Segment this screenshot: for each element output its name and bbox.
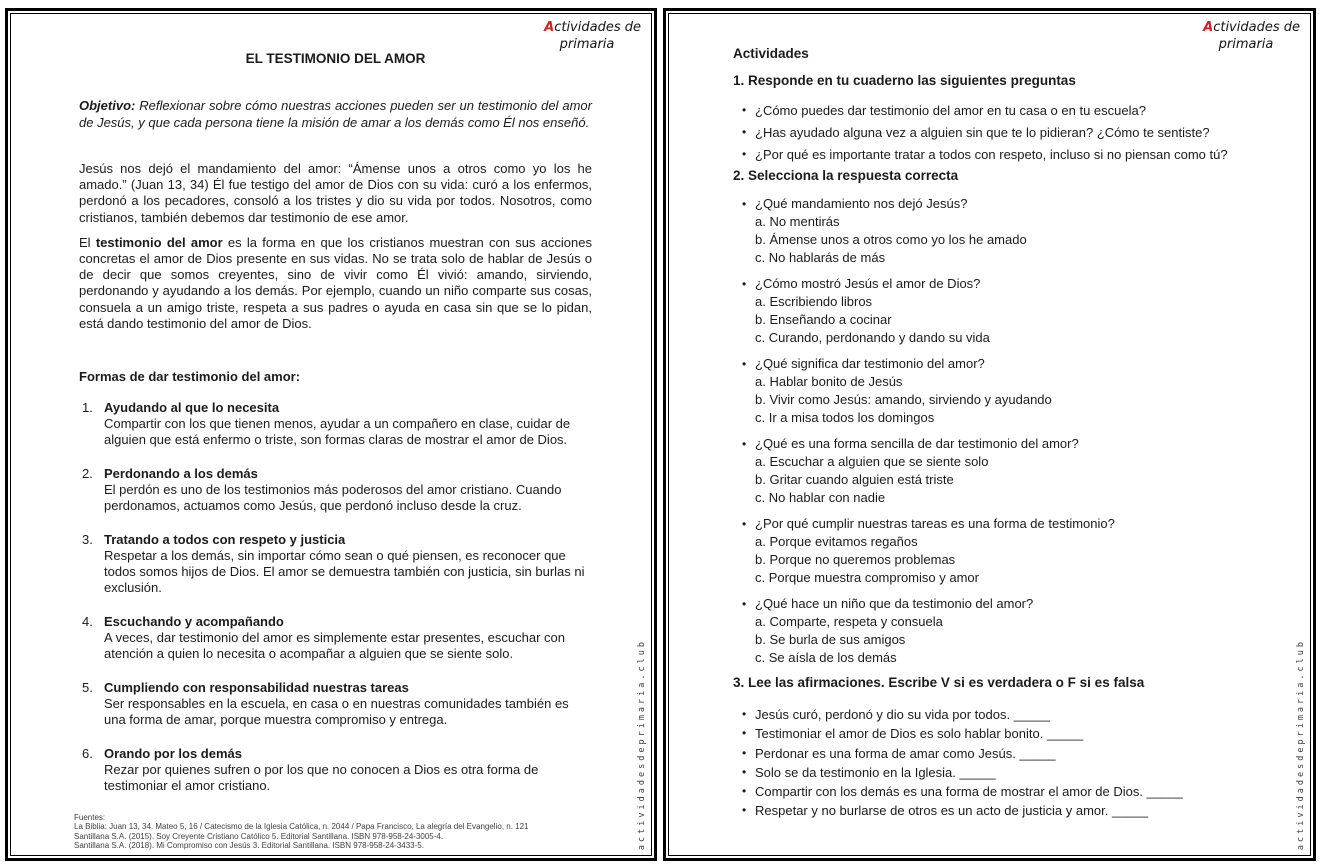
- source-line: Santillana S.A. (2015). Soy Creyente Cristiano Católico 5. Editorial Santillana. ISBN 978-958-24-3005-4.: [74, 831, 444, 841]
- option-a: a. Comparte, respeta y consuela: [755, 614, 943, 629]
- bullet-icon: •: [742, 437, 747, 451]
- list-item-body: A veces, dar testimonio del amor es simplemente estar presentes, escuchar con atención a quien lo necesita o acompañar a alguien que se siente solo.: [104, 630, 565, 662]
- page-title: EL TESTIMONIO DEL AMOR: [245, 51, 426, 66]
- statement-text: Testimoniar el amor de Dios es solo hablar bonito. _____: [755, 726, 1084, 742]
- list-item-title: Ayudando al que lo necesita: [104, 400, 280, 416]
- list-item-number: 2.: [82, 466, 93, 482]
- list-item-body: Ser responsables en la escuela, en casa o en nuestras comunidades también es una forma de amar, porque muestra compromiso y entrega.: [104, 696, 569, 728]
- option-a: a. Porque evitamos regaños: [755, 534, 918, 549]
- option-c: c. Curando, perdonando y dando su vida: [755, 330, 990, 345]
- question-block: [733, 275, 1275, 347]
- paragraph2-post: es la forma en que los cristianos muestran con sus acciones concretas el amor de Dios presente en sus vidas. No se trata solo de hablar de Jesús o de decir que somos creyentes, sino de vivir como Él vivió: amando, sirviendo, perdonando y ayudando a los demás. Por ejemplo, cuando un niño comparte sus cosas, consuela a un amigo triste, respeta a sus padres o ayuda en casa sin que se lo pidan, está dando testimonio del amor de Dios.: [79, 234, 592, 331]
- statement-text: Perdonar es una forma de amar como Jesús. _____: [755, 745, 1056, 761]
- list-item-title: Perdonando a los demás: [104, 466, 258, 482]
- bullet-icon: •: [742, 357, 747, 371]
- left-page-content: [79, 11, 592, 812]
- list-item-number: 5.: [82, 680, 93, 696]
- list-item: [79, 466, 592, 514]
- list-item: [733, 705, 1275, 724]
- list-item-body: Compartir con los que tienen menos, ayudar a un compañero en clase, cuidar de alguien que está enfermo o triste, son formas claras de mostrar el amor de Dios.: [104, 416, 571, 448]
- brand-logo: [533, 19, 641, 53]
- objective-text: Reflexionar sobre cómo nuestras acciones pueden ser un testimonio del amor de Jesús, y que cada persona tiene la misión de amar a los demás como Él nos enseñó.: [79, 98, 592, 130]
- question-text: ¿Qué es una forma sencilla de dar testimonio del amor?: [755, 436, 1079, 451]
- section3-title: 3. Lee las afirmaciones. Escribe V si es verdadera o F si es falsa: [733, 675, 1145, 690]
- page-left: [5, 8, 657, 861]
- question-text: ¿Cómo puedes dar testimonio del amor en tu casa o en tu escuela?: [755, 103, 1146, 118]
- question-text: ¿Qué hace un niño que da testimonio del amor?: [755, 596, 1034, 611]
- list-item-title: Orando por los demás: [104, 746, 242, 762]
- site-url-vertical: actividadesdeprimaria.club: [637, 638, 647, 850]
- list-item: [79, 400, 592, 448]
- question-block: [733, 355, 1275, 427]
- bullet-icon: •: [742, 597, 747, 611]
- bullet-icon: •: [742, 707, 747, 721]
- section2-question-list: [733, 195, 1275, 667]
- option-b: b. Enseñando a cocinar: [755, 312, 892, 327]
- question-block: [733, 515, 1275, 587]
- statement-text: Jesús curó, perdonó y dio su vida por todos. _____: [755, 707, 1050, 722]
- bullet-icon: •: [742, 784, 747, 799]
- bullet-icon: •: [742, 764, 747, 779]
- option-c: c. Se aísla de los demás: [755, 650, 897, 665]
- statement-text: Solo se da testimonio en la Iglesia. _____: [755, 764, 996, 780]
- list-item: [79, 532, 592, 596]
- question-block: [733, 435, 1275, 507]
- option-b: b. Porque no queremos problemas: [755, 552, 956, 567]
- section1-bullet-list: [733, 102, 1275, 163]
- list-item-body: El perdón es uno de los testimonios más poderosos del amor cristiano. Cuando perdonamos, actuamos como Jesús, que perdonó incluso desde la cruz.: [104, 482, 562, 514]
- source-line: Santillana S.A. (2018). Mi Compromiso con Jesús 3. Editorial Santillana. ISBN 978-958-24-3433-5.: [74, 841, 424, 851]
- list-item-body: Respetar a los demás, sin importar cómo sean o qué piensen, es reconocer que todos somos hijos de Dios. El amor se demuestra también con justicia, sin burlas ni exclusión.: [104, 548, 585, 596]
- objective-paragraph: [79, 98, 592, 131]
- list-item: [733, 124, 1275, 141]
- source-line: La Biblia: Juan 13, 34. Mateo 5, 16 / Catecismo de la Iglesia Católica, n. 2044 / Papa Francisco, La alegría del Evangelio, n. 121: [74, 822, 529, 832]
- brand-logo: [1192, 19, 1300, 53]
- option-c: c. No hablar con nadie: [755, 490, 886, 505]
- list-item: [733, 146, 1275, 163]
- option-a: a. Escuchar a alguien que se siente solo: [755, 454, 989, 469]
- brand-accent-letter: A: [1203, 20, 1214, 35]
- bullet-icon: •: [742, 147, 747, 161]
- brand-line1: [1192, 19, 1300, 36]
- question-text: ¿Has ayudado alguna vez a alguien sin que te lo pidieran? ¿Cómo te sentiste?: [755, 125, 1210, 140]
- list-item: [79, 614, 592, 662]
- intro-paragraph-1: Jesús nos dejó el mandamiento del amor: “Ámense unos a otros como yo los he amado.” (Juan 13, 34) Él fue testigo del amor de Dios con su vida: curó a los enfermos, perdonó a los pecadores, consoló a los tristes y dio su vida por todos. Nosotros, como cristianos, también debemos dar testimonio de ese amor.: [79, 161, 592, 225]
- page-right: [663, 8, 1316, 861]
- option-b: b. Ámense unos a otros como yo los he amado: [755, 232, 1027, 247]
- option-b: b. Gritar cuando alguien está triste: [755, 472, 954, 487]
- brand-line1-rest: ctividades de: [1213, 20, 1300, 35]
- activities-heading: Actividades: [733, 46, 809, 61]
- option-b: b. Se burla de sus amigos: [755, 632, 906, 647]
- question-text: ¿Qué significa dar testimonio del amor?: [755, 356, 985, 371]
- question-block: [733, 195, 1275, 267]
- question-text: ¿Cómo mostró Jesús el amor de Dios?: [755, 276, 981, 291]
- sources-block: [74, 813, 584, 851]
- list-item: [733, 763, 1275, 782]
- list-item-title: Escuchando y acompañando: [104, 614, 284, 630]
- objective-label: Objetivo:: [79, 98, 136, 113]
- question-block: [733, 595, 1275, 667]
- list-item-number: 6.: [82, 746, 93, 762]
- option-c: c. Ir a misa todos los domingos: [755, 410, 935, 425]
- bullet-icon: •: [742, 125, 747, 139]
- question-text: ¿Por qué es importante tratar a todos con respeto, incluso si no piensan como tú?: [755, 147, 1228, 162]
- bullet-icon: •: [742, 726, 747, 741]
- list-item-title: Cumpliendo con responsabilidad nuestras tareas: [104, 680, 409, 696]
- list-item: [79, 746, 592, 794]
- section1-title: 1. Responde en tu cuaderno las siguientes preguntas: [733, 73, 1076, 88]
- section3-statement-list: [733, 705, 1275, 821]
- list-item-title: Tratando a todos con respeto y justicia: [104, 532, 346, 548]
- bullet-icon: •: [742, 103, 747, 117]
- brand-line1: [533, 19, 641, 36]
- site-url-vertical: actividadesdeprimaria.club: [1296, 638, 1306, 850]
- list-item-number: 1.: [82, 400, 93, 416]
- list-item: [733, 782, 1275, 801]
- bullet-icon: •: [742, 517, 747, 531]
- list-item: [733, 724, 1275, 743]
- option-c: c. No hablarás de más: [755, 250, 886, 265]
- list-item-body: Rezar por quienes sufren o por los que no conocen a Dios es otra forma de testimoniar el amor cristiano.: [104, 762, 539, 794]
- brand-line1-rest: ctividades de: [554, 20, 641, 35]
- option-c: c. Porque muestra compromiso y amor: [755, 570, 979, 585]
- list-heading: Formas de dar testimonio del amor:: [79, 369, 301, 385]
- paragraph2-bold: testimonio del amor: [95, 234, 223, 250]
- question-text: ¿Qué mandamiento nos dejó Jesús?: [755, 196, 968, 211]
- list-item-number: 4.: [82, 614, 93, 630]
- right-page-content: [733, 11, 1275, 821]
- brand-line2: primaria: [1218, 37, 1274, 52]
- question-text: ¿Por qué cumplir nuestras tareas es una forma de testimonio?: [755, 516, 1115, 531]
- bullet-icon: •: [742, 197, 747, 211]
- option-a: a. No mentirás: [755, 214, 840, 229]
- list-item: [733, 744, 1275, 763]
- list-item: [733, 801, 1275, 820]
- testimony-list: [79, 400, 592, 794]
- list-item-number: 3.: [82, 532, 93, 548]
- paragraph2-pre: El: [79, 234, 96, 250]
- bullet-icon: •: [742, 803, 747, 818]
- bullet-icon: •: [742, 745, 747, 760]
- statement-text: Compartir con los demás es una forma de mostrar el amor de Dios. _____: [755, 784, 1183, 800]
- option-b: b. Vivir como Jesús: amando, sirviendo y ayudando: [755, 392, 1052, 407]
- brand-accent-letter: A: [544, 20, 555, 35]
- sources-label: Fuentes:: [74, 812, 106, 822]
- statement-text: Respetar y no burlarse de otros es un acto de justicia y amor. _____: [755, 803, 1149, 819]
- list-item: [79, 680, 592, 728]
- section2-title: 2. Selecciona la respuesta correcta: [733, 168, 959, 183]
- option-a: a. Escribiendo libros: [755, 294, 873, 309]
- list-item: [733, 102, 1275, 119]
- bullet-icon: •: [742, 277, 747, 291]
- brand-line2: primaria: [559, 37, 615, 52]
- option-a: a. Hablar bonito de Jesús: [755, 374, 903, 389]
- intro-paragraph-2: [79, 235, 592, 332]
